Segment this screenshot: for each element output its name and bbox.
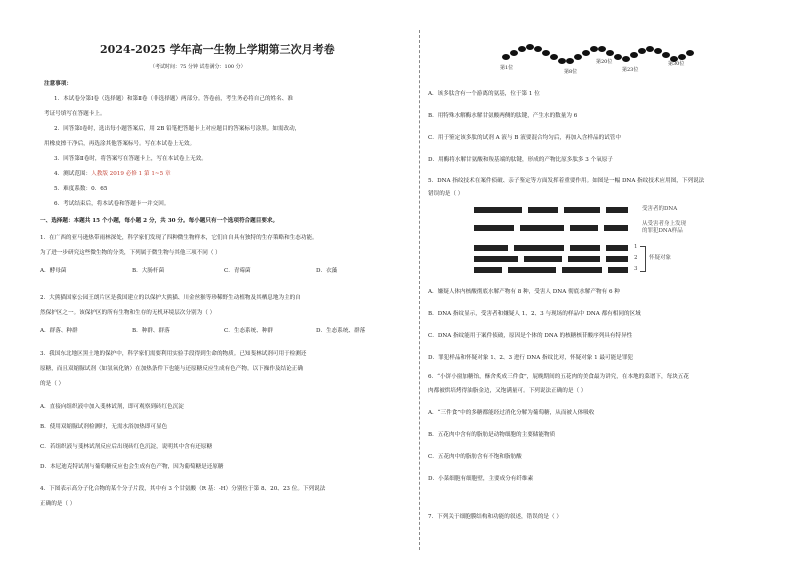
dna-band [474, 256, 518, 262]
q1-option-b[interactable]: B．大肠杆菌 [132, 268, 165, 274]
chain-label-pos1: 第1位 [500, 65, 514, 71]
q3-option-c[interactable]: C．若组织液与斐林试剂反应后出现砖红色沉淀，说明其中含有还原糖 [40, 444, 213, 450]
q2-stem: 2．大熊猫国家公园王朗片区是我国建立的以保护大熊猫、川金丝猴等珍稀野生动植物及其栖息地为主的自 [40, 295, 301, 301]
q5-stem: 错误的是（ ） [428, 191, 464, 197]
dna-label-suspects: 怀疑对象 [649, 255, 672, 261]
q1-option-a[interactable]: A．酵母菌 [40, 268, 67, 274]
dna-band [528, 207, 558, 213]
q1-option-d[interactable]: D．衣藻 [316, 268, 338, 274]
q2-option-c[interactable]: C．生态系统、种群 [224, 328, 274, 334]
q4-option-d[interactable]: D．用酶将水解甘氨酸和羧基端的肽键，形成的产物比原多肽多 3 个氧原子 [428, 157, 614, 163]
note-line: 考证号填写在答题卡上。 [44, 111, 106, 117]
dna-band [562, 267, 602, 273]
dna-band [604, 225, 628, 231]
note-line: 6．考试结束后，将本试卷和答题卡一并交回。 [54, 201, 170, 207]
q5-option-a[interactable]: A．嫌疑人体内核酸彻底水解产物有 8 种，受害人 DNA 彻底水解产物有 6 种 [428, 289, 620, 295]
q1-option-c[interactable]: C．青霉菌 [224, 268, 251, 274]
q4-option-b[interactable]: B．用特殊水解酶水解甘氨酸两侧的肽键，产生水的数量为 6 [428, 113, 578, 119]
note-scope-value: 人教版 2019 必修 1 第 1~5 章 [91, 171, 171, 177]
dna-label-victim: 受害者的DNA [642, 206, 678, 212]
chain-label-pos23: 第23位 [622, 67, 639, 73]
q2-option-a[interactable]: A．群落、种群 [40, 328, 78, 334]
dna-band [520, 225, 564, 231]
q3-option-d[interactable]: D．本尼迪克特试剂与葡萄糖反应也会生成有色产物，因为葡萄糖是还原糖 [40, 464, 224, 470]
exam-subtitle: （考试时间：75 分钟 试卷满分：100 分） [150, 64, 246, 70]
q1-stem: 为了进一步研究这些微生物的分类，下列属于微生物与其他三项不同（ ） [40, 250, 221, 256]
chain-label-pos30: 第30位 [668, 61, 685, 67]
dna-band [564, 207, 600, 213]
q4-stem: 4．下图表示高分子化合物的某个分子片段，其中有 3 个甘氨酸（R 基：-H）分别位于第 8、20、23 位。下列说法 [40, 486, 326, 492]
q6-stem: 6．“小饼小窗加糖饴，酥舍炙成三件食”，屁晚期间的五花肉的美食最为讲究，在本地的菜谱下，每块五花 [428, 374, 689, 380]
q2-option-b[interactable]: B．种群、群落 [132, 328, 170, 334]
dna-band [570, 225, 598, 231]
q6-option-c[interactable]: C．五花肉中的脂肪含有不饱和脂肪酸 [428, 454, 522, 460]
dna-band [570, 245, 600, 251]
chain-label-pos20: 第20位 [596, 59, 613, 65]
left-column [40, 0, 410, 562]
dna-band [474, 225, 514, 231]
exam-title: 2024-2025 学年高一生物上学期第三次月考卷 [100, 43, 335, 56]
dna-band [606, 245, 628, 251]
q3-stem: 3．我国东北地区黑土地的保护中，科学家们需要利用实验手段得到生命的物质。已知斐林试剂可用于检测还 [40, 351, 307, 357]
dna-band [606, 256, 628, 262]
q3-stem: 原糖，而且双缩脲试剂（如氢氧化钠）在加热条件下也能与还原糖反应生成有色产物。以下操作及结论正确 [40, 366, 303, 372]
dna-band [508, 267, 556, 273]
dna-band [568, 256, 600, 262]
q5-option-b[interactable]: B．DNA 指纹显示，受害者和嫌疑人 1、2、3 与现场的样品中 DNA 都有相同的区域 [428, 311, 641, 317]
q2-stem: 然保护区之一。该保护区的所有生物和生存的无机环境层次分别为（ ） [40, 310, 216, 316]
q3-option-a[interactable]: A．直接向组织液中加入斐林试剂，即可观察到砖红色沉淀 [40, 404, 184, 410]
dna-band [474, 267, 502, 273]
suspects-bracket [640, 246, 646, 272]
note-scope-prefix: 4．测试范围： [54, 171, 92, 177]
q6-stem: 肉都被烘培烤得油脂金边，又饱满量可。下列说法正确的是（ ） [428, 388, 587, 394]
q6-option-a[interactable]: A．“三件食”中的多糖都能经过消化分解为葡萄糖，从而被人体吸收 [428, 410, 595, 416]
q4-stem: 正确的是（ ） [40, 501, 76, 507]
dna-label-2: 2 [634, 255, 638, 261]
q5-stem: 5．DNA 指纹技术在案件侦破、亲子鉴定等方面发挥着重要作用。如图是一幅 DNA 指纹技术应用图，下列说法 [428, 178, 705, 184]
q6-option-d[interactable]: D．小菜细胞有细胞壁，主要成分有纤维素 [428, 476, 534, 482]
dna-band [524, 256, 562, 262]
column-divider [419, 30, 420, 550]
notes-heading: 注意事项： [44, 81, 72, 87]
dna-label-evidence: 的罪犯DNA样品 [642, 228, 683, 234]
q3-option-b[interactable]: B．使用双缩脲试剂检测时，无需水浴加热即可显色 [40, 424, 168, 430]
q4-option-c[interactable]: C．用于鉴定该多肽的试剂 A 液与 B 液要混合均匀后，再加入含样品的试管中 [428, 135, 621, 141]
q3-stem: 的是（ ） [40, 381, 65, 387]
q5-option-c[interactable]: C．DNA 指纹能用于案件侦破，原因是个体的 DNA 的核糖核苷酸序列具有特异性 [428, 333, 633, 339]
note-line: 1．本试卷分第Ⅰ卷（选择题）和第Ⅱ卷（非选择题）两部分。答卷前，考生务必将自己的姓名、准 [54, 96, 293, 102]
note-line: 5．难度系数：0．65 [54, 186, 108, 192]
section-heading: 一、选择题：本题共 15 个小题，每小题 2 分，共 30 分。每小题只有一个选项符合题目要求。 [40, 218, 279, 224]
dna-band [608, 267, 628, 273]
q5-option-d[interactable]: D．罪犯样品和怀疑对象 1、2、3 进行 DNA 指纹比对，怀疑对象 1 最可能是罪犯 [428, 355, 634, 361]
q6-option-b[interactable]: B．五花肉中含有的脂肪是动物细胞的主要储能物质 [428, 432, 556, 438]
dna-label-evidence: 从受害者身上发现 [642, 221, 687, 227]
note-line: 2．回答第Ⅰ卷时，选出每小题答案后，用 2B 铅笔把答题卡上对应题目的答案标号涂黑。如需改动， [54, 126, 301, 132]
dna-label-3: 3 [634, 266, 638, 272]
note-scope [54, 170, 171, 178]
note-line: 3．回答第Ⅱ卷时，将答案写在答题卡上，写在本试卷上无效。 [54, 156, 207, 162]
q7-stem: 7．下列关于细胞膜结构和功能的叙述，错误的是（ ） [428, 514, 562, 520]
right-column [428, 0, 768, 562]
dna-band [474, 245, 508, 251]
dna-band [514, 245, 564, 251]
dna-band [606, 207, 628, 213]
q2-option-d[interactable]: D．生态系统、群落 [316, 328, 366, 334]
dna-band [474, 207, 522, 213]
dna-fingerprint-figure [474, 201, 687, 281]
q4-option-a[interactable]: A．该多肽含有一个游离的氨基，位于第 1 位 [428, 91, 540, 97]
dna-label-1: 1 [634, 244, 638, 250]
note-line: 用橡皮擦干净后，再选涂其他答案标号。写在本试卷上无效。 [44, 141, 196, 147]
chain-label-pos8: 第8位 [564, 69, 578, 75]
q1-stem: 1．在广西的亚马逊热带雨林深处，科学家们发现了四种微生物样本，它们自自具有独特的生存策略和生态功能。 [40, 235, 318, 241]
